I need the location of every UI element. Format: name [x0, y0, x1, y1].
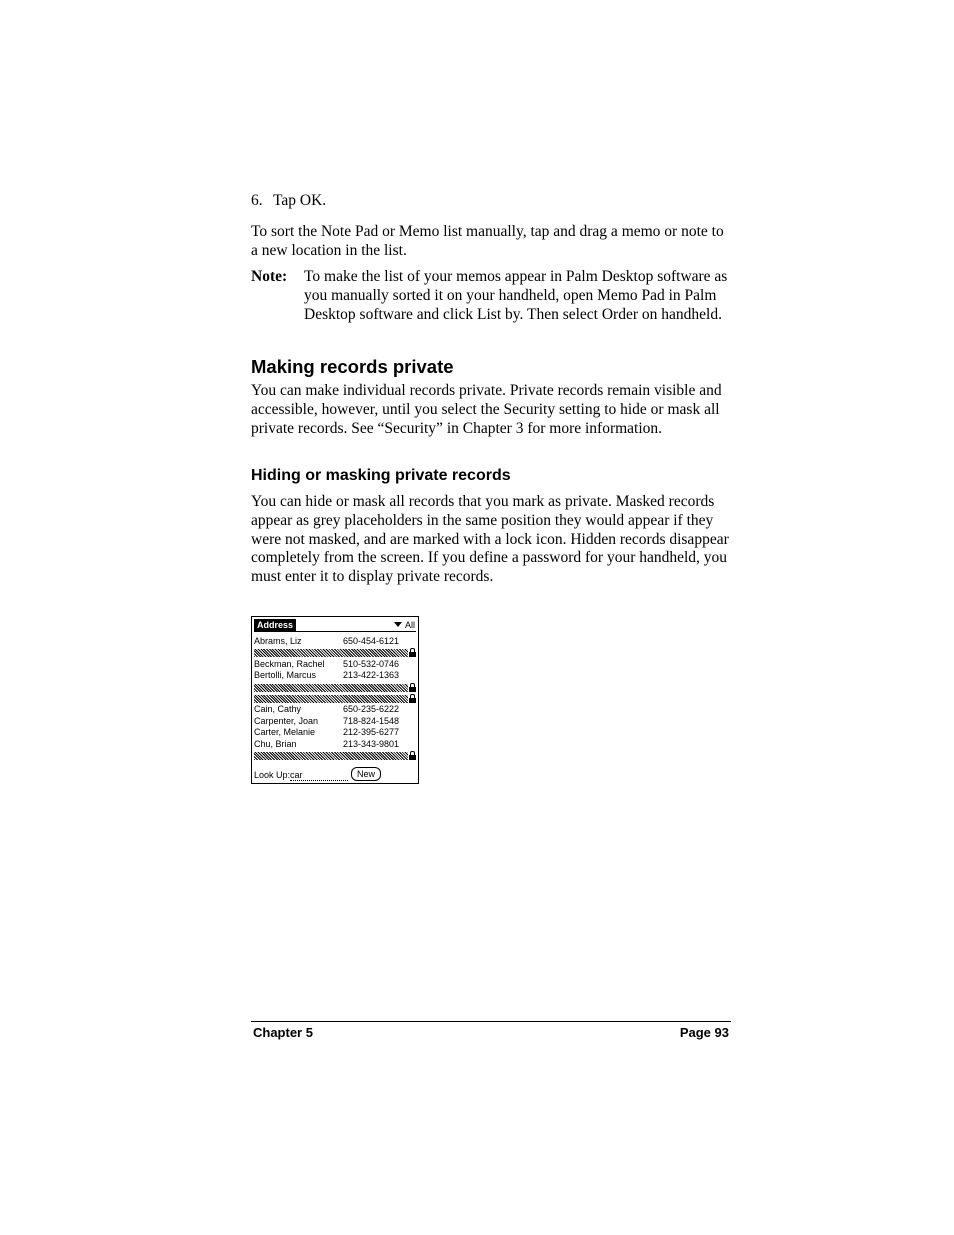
- step-6: [251, 192, 326, 211]
- contact-phone: 212-395-6277: [343, 727, 400, 738]
- footer-page: Page 93: [679, 1025, 729, 1040]
- lock-icon: [409, 683, 416, 692]
- lookup-label: Look Up:: [254, 770, 291, 780]
- masked-placeholder: [254, 695, 408, 703]
- step-number: 6.: [251, 192, 263, 209]
- new-button[interactable]: New: [351, 767, 381, 781]
- note-text: To make the list of your memos appear in Palm Desktop software as you manually sorted it on your handheld, open Memo Pad in Palm Desktop software and click List by. Then select Order on handheld.: [304, 268, 728, 323]
- contact-phone: 650-235-6222: [343, 704, 400, 715]
- masked-record-row[interactable]: [254, 647, 416, 658]
- address-row[interactable]: [254, 636, 416, 647]
- contact-phone: 510-532-0746: [343, 658, 400, 669]
- contact-name: Carter, Melanie: [254, 727, 316, 738]
- note-label: Note:: [251, 268, 288, 285]
- palm-app-title: Address: [254, 619, 296, 631]
- sort-paragraph: To sort the Note Pad or Memo list manually, tap and drag a memo or note to a new location in the list.: [251, 223, 724, 259]
- heading-making-records-private: Making records private: [251, 356, 454, 377]
- lock-icon: [409, 694, 416, 703]
- palm-address-screen: [251, 616, 419, 784]
- address-row[interactable]: [254, 739, 416, 750]
- note-block: [251, 268, 731, 324]
- address-list: [254, 636, 416, 761]
- lock-icon: [409, 751, 416, 760]
- category-picker[interactable]: [394, 619, 415, 631]
- address-row[interactable]: [254, 727, 416, 738]
- masked-record-row[interactable]: [254, 682, 416, 693]
- contact-name: Abrams, Liz: [254, 636, 302, 646]
- lookup-field[interactable]: [254, 770, 348, 781]
- contact-name: Cain, Cathy: [254, 704, 302, 715]
- step-text: Tap OK.: [273, 192, 327, 209]
- masked-placeholder: [254, 684, 408, 692]
- contact-phone: 213-422-1363: [343, 670, 400, 681]
- palm-title-bar: [254, 619, 416, 632]
- address-row[interactable]: [254, 704, 416, 715]
- contact-phone: 718-824-1548: [343, 715, 400, 726]
- contact-name: Beckman, Rachel: [254, 658, 325, 669]
- footer-rule: [251, 1021, 731, 1022]
- contact-name: Bertolli, Marcus: [254, 670, 317, 681]
- masked-placeholder: [254, 752, 408, 760]
- footer-chapter: Chapter 5: [253, 1025, 313, 1040]
- contact-name: Chu, Brian: [254, 738, 297, 749]
- masked-record-row[interactable]: [254, 693, 416, 704]
- making-records-paragraph: You can make individual records private. Private records remain visible and accessible, however, until you select the Security setting to hide or mask all private records. See “Security” in Chapter 3 for more information.: [251, 382, 722, 437]
- contact-phone: 213-343-9801: [343, 738, 400, 749]
- address-row[interactable]: [254, 670, 416, 681]
- masked-record-row[interactable]: [254, 750, 416, 761]
- contact-name: Carpenter, Joan: [254, 715, 319, 726]
- masked-placeholder: [254, 649, 408, 657]
- category-label: All: [404, 620, 415, 630]
- heading-hiding-masking: Hiding or masking private records: [251, 467, 511, 484]
- hiding-masking-paragraph: You can hide or mask all records that you mark as private. Masked records appear as grey placeholders in the same position they would appear if they were not masked, and are marked with a lock icon. Hidden records disappear completely from the screen. If you define a password for your handheld, you must enter it to display private records.: [251, 493, 729, 586]
- lock-icon: [409, 648, 416, 657]
- contact-phone: 650-454-6121: [343, 636, 400, 646]
- lookup-input[interactable]: car: [290, 770, 348, 781]
- address-row[interactable]: [254, 659, 416, 670]
- address-row[interactable]: [254, 716, 416, 727]
- triangle-down-icon: [394, 622, 402, 627]
